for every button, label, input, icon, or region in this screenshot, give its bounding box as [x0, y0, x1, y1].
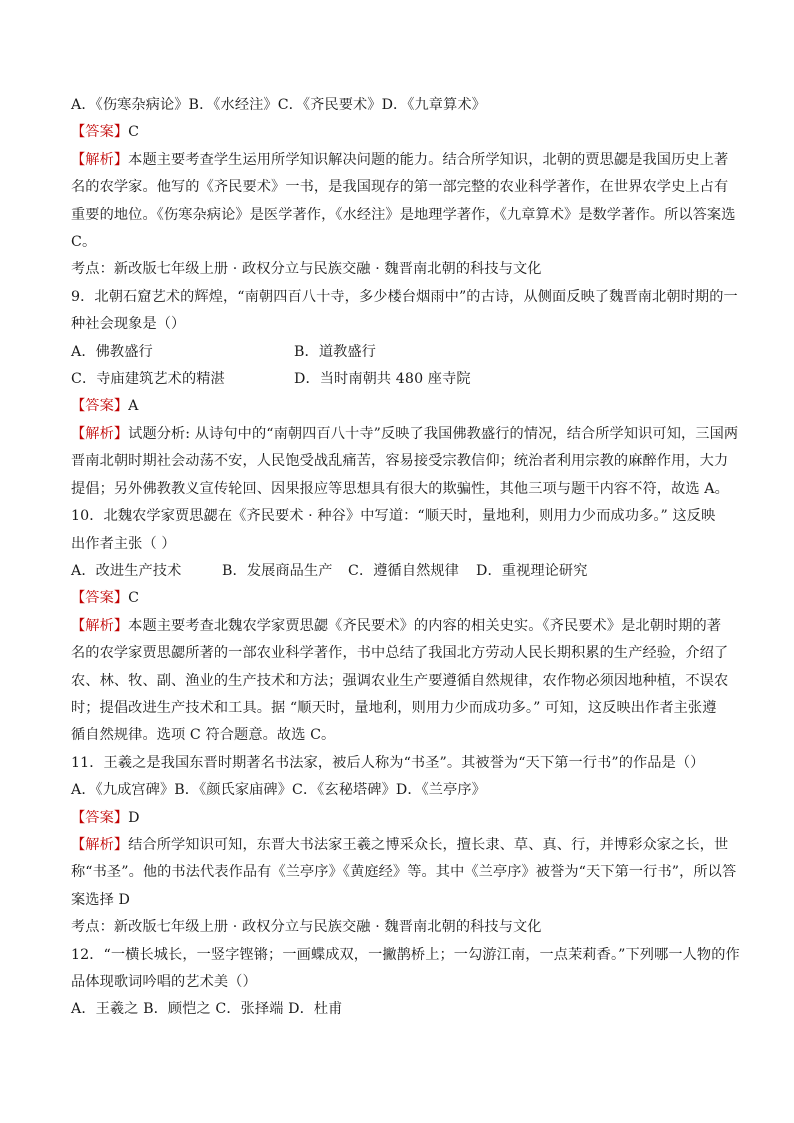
- q11-answer: [71, 805, 726, 832]
- q9-analysis-line: [71, 421, 739, 448]
- analysis-text: 本题主要考查北魏农学家贾思勰《齐民要术》的内容的相关史实。《齐民要术》是北朝时期的著: [128, 617, 722, 634]
- answer-value: D: [128, 809, 140, 826]
- analysis-tag: 【解析】: [71, 617, 129, 634]
- answer-value: C: [128, 124, 140, 141]
- q10-stem-line: 出作者主张（ ）: [71, 535, 176, 552]
- q9-analysis-line: 晋南北朝时期社会动荡不安，人民饱受战乱痛苦，容易接受宗教信仰；统治者利用宗教的麻醉作用，大力: [71, 453, 729, 470]
- answer-value: C: [128, 590, 140, 607]
- q9-option-c: C．寺庙建筑艺术的精湛: [71, 371, 225, 388]
- q10-analysis-line: [71, 613, 726, 640]
- q11-options: A．《九成宫碑》B．《颜氏家庙碑》C．《玄秘塔碑》D．《兰亭序》: [71, 782, 486, 799]
- q9-analysis-line: 提倡；另外佛教教义宣传轮回、因果报应等思想具有很大的欺骗性，其他三项与题干内容不符，故选 A。: [71, 480, 729, 497]
- analysis-tag: 【解析】: [71, 836, 129, 853]
- q10-analysis-line: 名的农学家贾思勰所著的一部农业科学著作，书中总结了我国北方劳动人民长期积累的生产经验，介绍了: [71, 645, 729, 662]
- q9-option-d: D．当时南朝共 480 座寺院: [294, 371, 471, 388]
- q10-analysis-line: 时；提倡改进生产技术和工具。据 “顺天时，量地利，则用力少而成功多。” 可知，这反映出作者主张遵: [71, 699, 717, 716]
- q10-analysis-line: 循自然规律。选项 C 符合题意。故选 C。: [71, 727, 336, 744]
- q8-options: A．《伤寒杂病论》B．《水经注》C．《齐民要术》D．《九章算术》: [71, 97, 486, 113]
- q8-kaodian: 考点：新改版七年级上册 · 政权分立与民族交融 · 魏晋南北朝的科技与文化: [71, 261, 542, 278]
- q9-stem-line: 9．北朝石窟艺术的辉煌，“南朝四百八十寺，多少楼台烟雨中”的古诗，从侧面反映了魏晋南北朝时期的一: [71, 288, 738, 305]
- answer-value: A: [128, 398, 139, 415]
- q9-options-row: [71, 339, 726, 366]
- q12-stem-line: 12．“一横长城长，一竖字铿锵；一画蝶成双，一撇鹊桥上；一勾游江南，一点茉莉香。”下列哪一人物的作: [71, 946, 740, 963]
- q8-answer: [71, 119, 726, 146]
- q8-analysis-line: [71, 147, 729, 174]
- answer-tag: 【答案】: [71, 398, 129, 415]
- analysis-tag: 【解析】: [71, 151, 129, 168]
- analysis-text: 本题主要考查学生运用所学知识解决问题的能力。结合所学知识，北朝的贾思勰是我国历史上著: [128, 151, 729, 168]
- q11-analysis-line: 案选择 D: [71, 891, 130, 908]
- q10-stem-line: 10．北魏农学家贾思勰在《齐民要术 · 种谷》中写道：“顺天时，量地利，则用力少而成功多。” 这反映: [71, 508, 716, 525]
- q8-analysis-line: 重要的地位。《伤寒杂病论》是医学著作，《水经注》是地理学著作，《九章算术》是数学著作。所以答案选: [71, 206, 736, 223]
- analysis-tag: 【解析】: [71, 425, 129, 442]
- document-content: [71, 92, 740, 1024]
- q9-options-row: [71, 366, 726, 393]
- q11-analysis-line: 称“书圣”。他的书法代表作品有《兰亭序》《黄庭经》等。其中《兰亭序》被誉为“天下第一行书”，所以答: [71, 864, 737, 881]
- q11-kaodian: 考点：新改版七年级上册 · 政权分立与民族交融 · 魏晋南北朝的科技与文化: [71, 919, 542, 936]
- q10-option-a: A．改进生产技术: [71, 562, 182, 579]
- q9-answer: [71, 393, 726, 420]
- analysis-text: 试题分析: 从诗句中的“南朝四百八十寺”反映了我国佛教盛行的情况，结合所学知识可知，三国两: [128, 425, 739, 442]
- q10-option-c: C．遵循自然规律: [348, 562, 459, 579]
- q10-answer: [71, 585, 726, 612]
- q11-analysis-line: [71, 832, 729, 859]
- q9-stem-line: 种社会现象是（）: [71, 316, 186, 333]
- q8-analysis-line: C。: [71, 234, 97, 251]
- q10-options-row: [71, 558, 726, 585]
- q11-stem: 11．王羲之是我国东晋时期著名书法家，被后人称为“书圣”。其被誉为“天下第一行书”的作品是（）: [71, 754, 705, 771]
- q8-analysis-line: 名的农学家。他写的《齐民要术》一书，是我国现存的第一部完整的农业科学著作，在世界农学史上占有: [71, 179, 729, 196]
- q9-option-a: A．佛教盛行: [71, 343, 153, 360]
- q12-options: A．王羲之 B．顾恺之 C．张择端 D．杜甫: [71, 1001, 343, 1018]
- answer-tag: 【答案】: [71, 809, 129, 826]
- answer-tag: 【答案】: [71, 590, 129, 607]
- q10-option-b: B．发展商品生产: [222, 562, 333, 579]
- q10-option-d: D．重视理论研究: [476, 562, 588, 579]
- q12-stem-line: 品体现歌词吟唱的艺术美（）: [71, 974, 257, 990]
- analysis-text: 结合所学知识可知，东晋大书法家王羲之博采众长，擅长隶、草、真、行，并博彩众家之长，世: [128, 836, 729, 853]
- answer-tag: 【答案】: [71, 124, 129, 141]
- q9-option-b: B．道教盛行: [294, 343, 376, 360]
- q10-analysis-line: 农、林、牧、副、渔业的生产技术和方法；强调农业生产要遵循自然规律，农作物必须因地种植，不误农: [71, 672, 729, 689]
